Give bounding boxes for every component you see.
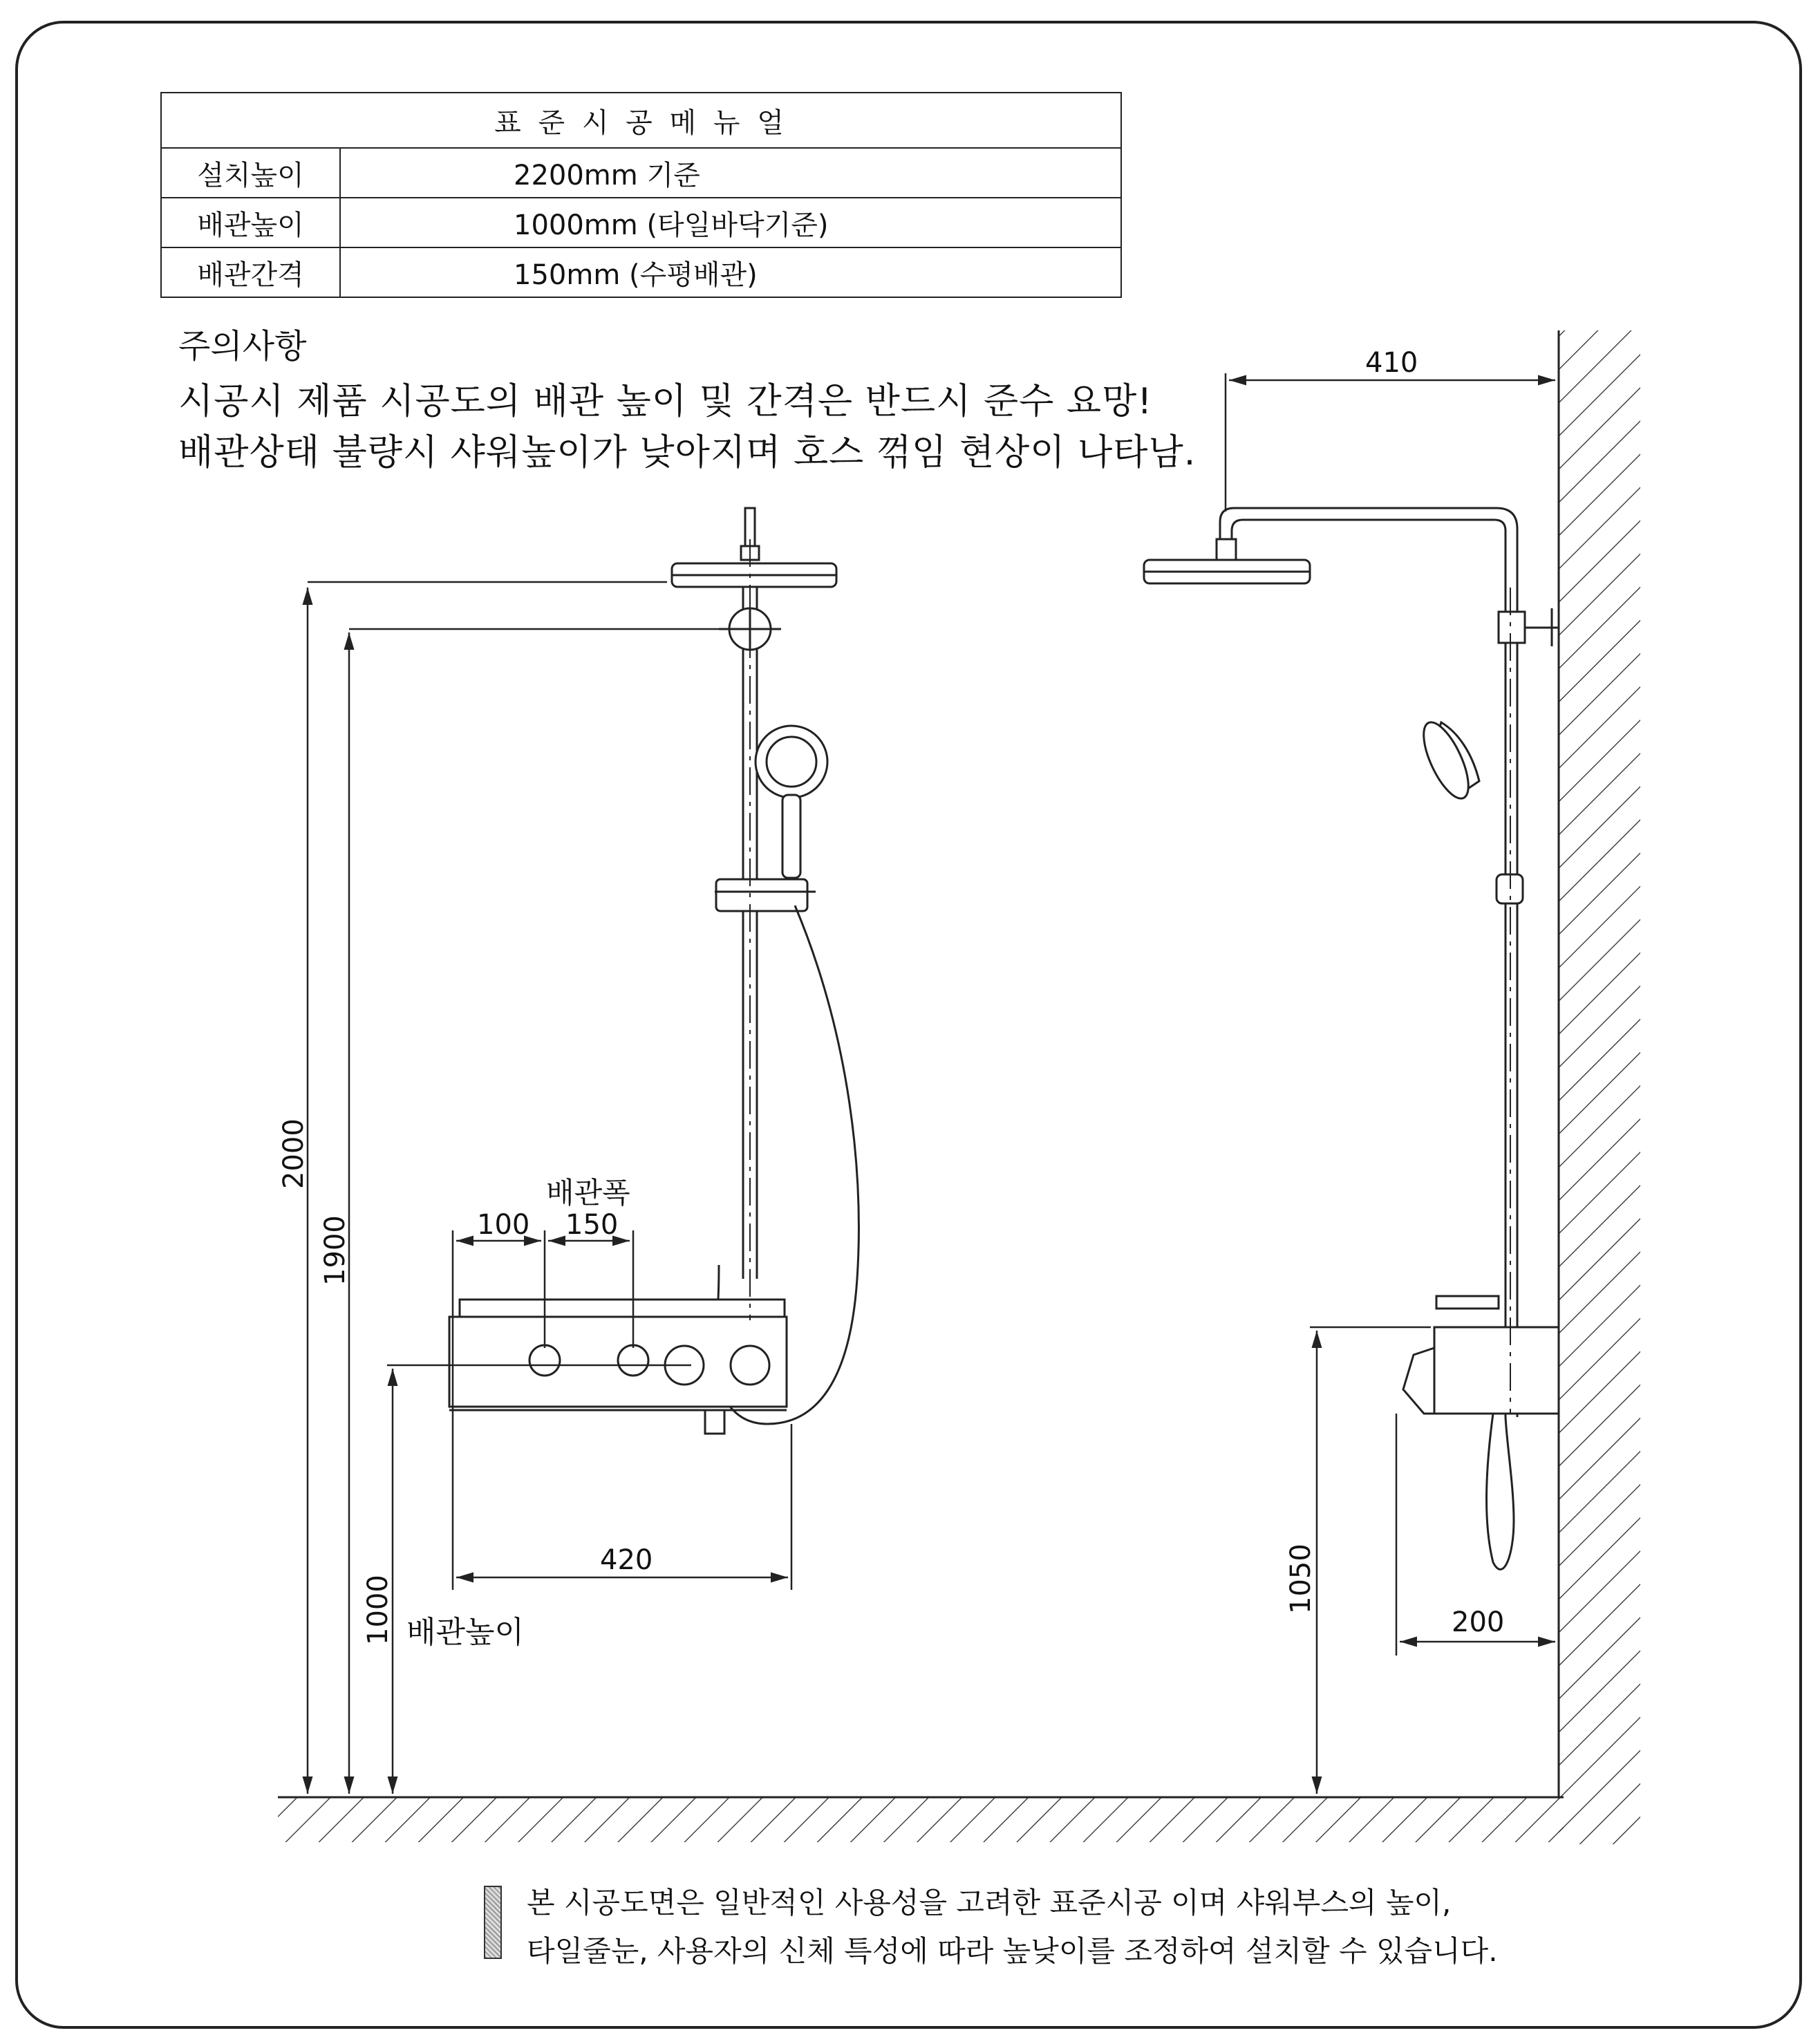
table-title: 표 준 시 공 메 뉴 얼 <box>161 93 1121 148</box>
floor <box>278 1797 1564 1842</box>
dim-100: 100 <box>477 1209 530 1241</box>
dim-410: 410 <box>1365 347 1418 379</box>
row-value: 150mm (수평배관) <box>340 247 1121 297</box>
row-value: 1000mm (타일바닥기준) <box>340 198 1121 247</box>
label-pipe-height: 배관높이 <box>406 1615 525 1650</box>
row-value: 2200mm 기준 <box>340 148 1121 198</box>
footnote-line-2: 타일줄눈, 사용자의 신체 특성에 따라 높낮이를 조정하여 설치할 수 있습니다. <box>527 1934 1498 1968</box>
row-label: 배관간격 <box>161 247 340 297</box>
label-pipe-width: 배관폭 <box>546 1176 630 1210</box>
caution-line-1: 시공시 제품 시공도의 배관 높이 및 간격은 반드시 준수 요망! <box>178 381 1153 422</box>
footnote-line-1: 본 시공도면은 일반적인 사용성을 고려한 표준시공 이며 샤워부스의 높이, <box>527 1886 1452 1920</box>
row-label: 설치높이 <box>161 148 340 198</box>
side-view-shower <box>1144 508 1559 1569</box>
dim-420: 420 <box>600 1544 653 1576</box>
footnote-marker <box>484 1886 502 1959</box>
side-dimension-labels <box>1285 347 1504 1638</box>
dim-150: 150 <box>565 1209 619 1241</box>
row-label: 배관높이 <box>161 198 340 247</box>
wall <box>1559 330 1640 1844</box>
caution-line-2: 배관상태 불량시 샤워높이가 낮아지며 호스 꺾임 현상이 나타남. <box>178 432 1197 474</box>
caution-heading: 주의사항 <box>178 327 307 366</box>
front-view-shower <box>449 508 859 1434</box>
dim-2000: 2000 <box>278 1118 310 1189</box>
dim-1050: 1050 <box>1285 1544 1317 1614</box>
dim-1900: 1900 <box>319 1215 351 1286</box>
dim-200: 200 <box>1452 1606 1505 1638</box>
dim-1000: 1000 <box>362 1575 394 1645</box>
